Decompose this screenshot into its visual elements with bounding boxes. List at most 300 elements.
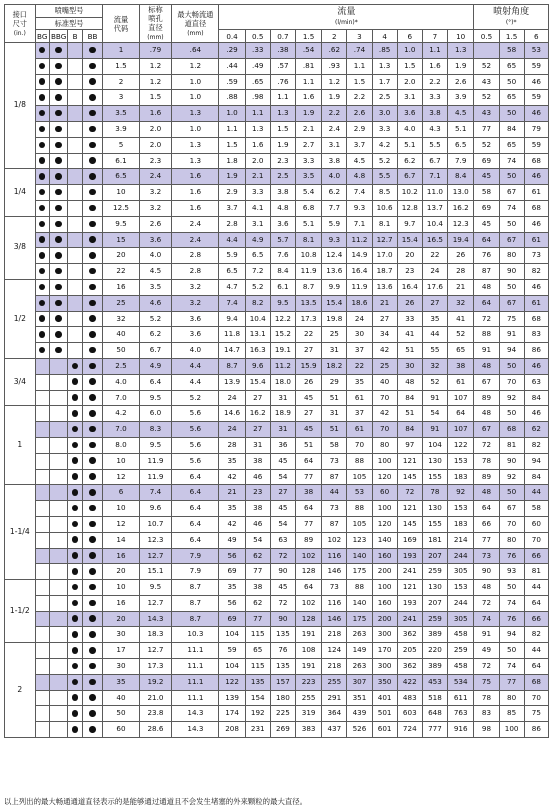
bullet-dot-icon [89,505,96,512]
bullet-dot-icon [89,347,96,354]
table-cell: 6.1 [270,279,295,295]
table-cell: 38 [245,453,270,469]
table-cell: 107 [448,390,474,406]
table-cell: 351 [347,690,372,706]
table-cell: 91 [422,422,447,438]
table-cell: 10.8 [295,248,321,264]
type-availability-cell [82,43,103,59]
table-cell: 5.2 [172,390,219,406]
table-cell: 9.6 [245,358,270,374]
table-cell: 10.4 [422,216,447,232]
table-cell: 48 [474,485,499,501]
table-cell: 12.7 [372,232,397,248]
type-availability-cell [49,295,68,311]
table-cell: 24 [422,264,447,280]
type-availability-cell [68,121,82,137]
table-cell: 2.5 [372,90,397,106]
table-cell: 42 [372,406,397,422]
table-cell: 1.7 [372,74,397,90]
table-row [5,722,549,738]
table-cell: 12 [103,516,139,532]
table-cell: 82 [524,264,548,280]
header-pressure: 0.4 [219,30,245,43]
table-cell: 46 [524,169,548,185]
bullet-dot-icon [72,615,79,622]
type-availability-cell [35,106,49,122]
table-row [5,137,549,153]
header-angle-pressure: 6 [524,30,548,43]
bullet-dot-icon [89,189,96,196]
type-availability-cell [68,169,82,185]
table-cell: 11.2 [347,232,372,248]
table-cell: 37 [347,343,372,359]
table-cell: 207 [422,548,447,564]
table-cell: 1.6 [172,200,219,216]
type-availability-cell [49,121,68,137]
table-cell: 12.3 [448,216,474,232]
table-cell: 1.0 [172,74,219,90]
table-row [5,532,549,548]
bullet-dot-icon [89,221,96,228]
table-cell: .74 [347,43,372,59]
table-cell: 70 [347,437,372,453]
bullet-dot-icon [39,252,46,259]
bullet-dot-icon [89,710,96,717]
table-cell: 1.9 [295,106,321,122]
table-cell: 5.6 [172,422,219,438]
type-availability-cell [68,58,82,74]
table-cell: 72 [474,311,499,327]
table-cell: 8.7 [172,580,219,596]
table-cell: 28 [448,264,474,280]
table-cell: 16 [103,279,139,295]
header-nozzle-type: 喷嘴型号 [35,5,103,18]
type-availability-cell [82,153,103,169]
table-cell: 53 [524,43,548,59]
type-availability-cell [35,153,49,169]
table-cell: 70 [372,422,397,438]
table-cell: 32 [103,311,139,327]
table-cell: 89 [295,532,321,548]
table-cell: 1.5 [139,90,172,106]
table-cell: 24 [347,311,372,327]
bullet-dot-icon [72,679,79,686]
bullet-dot-icon [55,347,62,354]
table-cell: 1.3 [245,121,270,137]
type-availability-cell [49,501,68,517]
table-cell: 35 [347,374,372,390]
table-cell: 1.3 [172,106,219,122]
type-availability-cell [82,232,103,248]
table-cell: 46 [245,469,270,485]
table-cell: 35 [219,580,245,596]
bullet-dot-icon [89,236,96,243]
table-cell: 27 [295,406,321,422]
table-cell: 160 [372,548,397,564]
table-cell: 40 [103,690,139,706]
table-cell: 62 [245,595,270,611]
table-cell: 73 [322,453,347,469]
type-availability-cell [82,627,103,643]
table-cell: 98 [474,722,499,738]
table-cell: 603 [397,706,422,722]
table-cell: 4.0 [103,374,139,390]
table-cell: 9.6 [139,501,172,517]
type-availability-cell [35,422,49,438]
table-cell: 139 [219,690,245,706]
table-cell: 1.3 [172,153,219,169]
table-cell: 2.5 [103,358,139,374]
table-cell: 18.2 [322,358,347,374]
table-cell: 5.9 [219,248,245,264]
table-cell: 86 [524,722,548,738]
table-cell: 31 [322,343,347,359]
table-cell: 1.1 [219,121,245,137]
connection-size-cell: 3/4 [5,358,36,405]
table-cell: 31 [245,437,270,453]
table-cell: 1.3 [372,58,397,74]
table-cell: 17 [103,643,139,659]
bullet-dot-icon [89,284,96,291]
table-cell: 84 [397,390,422,406]
table-cell: 61 [347,390,372,406]
type-availability-cell [35,216,49,232]
bullet-dot-icon [89,615,96,622]
table-cell: 13.0 [448,185,474,201]
table-cell: 46 [524,358,548,374]
table-cell: 8.4 [448,169,474,185]
bullet-dot-icon [89,78,96,85]
table-cell: 70 [524,532,548,548]
table-cell: 8.0 [103,437,139,453]
table-row [5,374,549,390]
table-cell: 121 [397,453,422,469]
type-availability-cell [82,248,103,264]
table-cell: 7.1 [347,216,372,232]
table-row [5,706,549,722]
table-cell: 16 [103,595,139,611]
table-cell: 69 [474,200,499,216]
table-cell: 255 [295,690,321,706]
table-row [5,501,549,517]
table-cell: 9.5 [270,295,295,311]
type-availability-cell [49,532,68,548]
table-cell: 41 [448,311,474,327]
bullet-dot-icon [39,78,46,85]
table-cell: 9.7 [397,216,422,232]
table-cell: 12 [103,469,139,485]
table-cell: 241 [397,564,422,580]
table-cell: 13.9 [219,374,245,390]
table-cell: 67 [474,374,499,390]
bullet-dot-icon [89,568,96,575]
bullet-dot-icon [55,236,62,243]
table-cell: 4.4 [172,374,219,390]
header-passage-label: 最大畅流通道直径 [177,9,214,28]
table-cell: 3 [103,90,139,106]
table-cell: 11.9 [139,453,172,469]
table-cell: 50 [499,358,524,374]
table-cell: 4.4 [172,358,219,374]
connection-size-cell: 1-1/2 [5,580,36,643]
table-cell: 10 [103,580,139,596]
header-angle-pressure: 0.5 [474,30,499,43]
table-cell: 66 [524,548,548,564]
table-cell: 1.1 [295,74,321,90]
type-availability-cell [35,43,49,59]
table-cell: 183 [448,469,474,485]
table-cell: 88 [347,580,372,596]
table-row [5,248,549,264]
table-cell: 6 [103,485,139,501]
table-cell: 18.6 [347,295,372,311]
table-cell: 8.7 [295,279,321,295]
table-cell: 200 [372,611,397,627]
table-cell: 1.8 [219,153,245,169]
table-cell: .38 [270,43,295,59]
table-cell: 38 [245,501,270,517]
table-row [5,659,549,675]
table-cell: 269 [270,722,295,738]
header-flow-code-label: 流量代码 [113,14,129,33]
type-availability-cell [35,643,49,659]
table-cell: 7.0 [103,422,139,438]
table-cell: 25 [322,327,347,343]
header-flow-unit: (l/min)* [335,18,358,26]
table-cell: .65 [245,74,270,90]
type-availability-cell [49,659,68,675]
table-cell: 6.5 [103,169,139,185]
table-cell: 483 [397,690,422,706]
type-availability-cell [68,311,82,327]
bullet-dot-icon [55,331,62,338]
table-cell: 59 [524,137,548,153]
table-cell: 91 [474,343,499,359]
header-pressure: 0.7 [270,30,295,43]
table-cell: 8.5 [372,185,397,201]
table-cell: 140 [347,595,372,611]
table-cell: 2.9 [347,121,372,137]
table-row [5,106,549,122]
table-cell: 42 [219,516,245,532]
type-availability-cell [82,279,103,295]
type-availability-cell [35,90,49,106]
bullet-dot-icon [55,47,62,54]
table-cell: 263 [347,659,372,675]
header-pressure: 10 [448,30,474,43]
type-availability-cell [35,501,49,517]
type-availability-cell [49,422,68,438]
table-cell: 14.7 [219,343,245,359]
table-cell: 81 [499,437,524,453]
nozzle-spec-table [4,4,549,738]
type-availability-cell [49,327,68,343]
table-cell: 46 [524,279,548,295]
table-cell: 6.5 [219,264,245,280]
bullet-dot-icon [89,473,96,480]
type-availability-cell [68,580,82,596]
table-cell: 23 [245,485,270,501]
table-cell: 648 [422,706,447,722]
table-cell: 263 [347,627,372,643]
table-cell: 67 [499,295,524,311]
table-cell: 5.5 [372,169,397,185]
table-cell: 102 [322,532,347,548]
header-connection-size-label: 接口尺寸 [12,9,27,28]
table-cell: 4.9 [139,358,172,374]
type-availability-cell [68,216,82,232]
type-availability-cell [82,580,103,596]
table-cell: 27 [422,295,447,311]
table-cell: 27 [270,485,295,501]
type-availability-cell [35,185,49,201]
table-cell: 763 [448,706,474,722]
table-cell: 89 [474,469,499,485]
type-availability-cell [82,659,103,675]
table-cell: 76 [474,248,499,264]
bullet-dot-icon [72,552,79,559]
table-cell: 102 [295,548,321,564]
table-cell: 777 [422,722,447,738]
table-cell: 92 [499,390,524,406]
type-availability-cell [68,264,82,280]
type-availability-cell [68,106,82,122]
type-availability-cell [82,264,103,280]
bullet-dot-icon [39,205,46,212]
table-row [5,74,549,90]
table-cell: 68 [524,311,548,327]
table-cell: 32 [422,358,447,374]
table-cell: 88 [347,501,372,517]
table-cell: 20 [103,564,139,580]
bullet-dot-icon [72,663,79,670]
table-cell: 135 [270,659,295,675]
table-cell: 300 [372,659,397,675]
table-cell: 45 [270,580,295,596]
table-cell: .49 [245,58,270,74]
header-orifice-diameter [139,5,172,43]
type-availability-cell [49,248,68,264]
table-cell: 76 [270,643,295,659]
table-row [5,469,549,485]
header-pressure: 6 [397,30,422,43]
table-cell: 35 [422,311,447,327]
table-cell: 3.2 [172,295,219,311]
table-cell: 23 [397,264,422,280]
bullet-dot-icon [89,378,96,385]
type-availability-cell [68,327,82,343]
table-cell: 61 [347,422,372,438]
table-cell: 2.9 [219,185,245,201]
table-cell: 458 [448,627,474,643]
table-cell: 7.9 [448,153,474,169]
table-cell: 26 [448,248,474,264]
type-availability-cell [35,232,49,248]
table-cell: 130 [422,453,447,469]
table-cell: 115 [245,627,270,643]
bullet-dot-icon [39,110,46,117]
table-cell: 208 [219,722,245,738]
table-cell: 12.8 [397,200,422,216]
table-cell: 10.3 [172,627,219,643]
header-flow [219,5,474,30]
type-availability-cell [35,137,49,153]
table-cell: 27 [372,311,397,327]
table-cell: 175 [347,564,372,580]
table-cell: 3.6 [270,216,295,232]
table-cell: 2.2 [347,90,372,106]
table-cell: 1.1 [245,106,270,122]
table-row [5,216,549,232]
table-cell: 94 [524,453,548,469]
table-cell: 14 [103,532,139,548]
table-cell: 31 [270,390,295,406]
table-cell: 76 [499,611,524,627]
table-cell: 6.7 [422,153,447,169]
table-cell: 8.4 [270,264,295,280]
table-cell: 8.7 [172,595,219,611]
table-cell: 6.7 [139,343,172,359]
type-availability-cell [82,485,103,501]
table-cell: 116 [322,595,347,611]
table-cell: 75 [499,311,524,327]
type-availability-cell [82,185,103,201]
bullet-dot-icon [39,236,46,243]
table-cell: 69 [219,611,245,627]
header-angle-label: 喷射角度 [493,6,530,17]
table-cell: 105 [347,516,372,532]
type-availability-cell [68,706,82,722]
bullet-dot-icon [72,631,79,638]
table-cell: 40 [372,374,397,390]
table-cell: 8.1 [295,232,321,248]
type-availability-cell [49,516,68,532]
bullet-dot-icon [89,410,96,417]
header-passage-diameter [172,5,219,43]
table-cell: .59 [219,74,245,90]
type-availability-cell [49,595,68,611]
table-cell: 51 [322,422,347,438]
table-cell: 19.4 [448,232,474,248]
table-cell: 6.5 [448,137,474,153]
table-cell: 42 [372,343,397,359]
bullet-dot-icon [89,142,96,149]
table-cell: 170 [372,643,397,659]
type-availability-cell [49,106,68,122]
type-availability-cell [68,185,82,201]
table-cell: 6.2 [397,153,422,169]
table-cell: 70 [499,374,524,390]
table-cell: 24 [219,390,245,406]
table-cell: 11.8 [219,327,245,343]
type-availability-cell [68,548,82,564]
type-availability-cell [35,674,49,690]
table-cell: 94 [499,627,524,643]
bullet-dot-icon [89,663,96,670]
table-cell: 244 [448,548,474,564]
table-cell: 155 [422,516,447,532]
table-cell: 12.4 [322,248,347,264]
table-cell: 123 [347,532,372,548]
table-cell: 50 [499,74,524,90]
table-cell: 84 [524,390,548,406]
table-row [5,564,549,580]
table-cell: 501 [372,706,397,722]
bullet-dot-icon [39,173,46,180]
table-cell: 437 [322,722,347,738]
type-availability-cell [49,279,68,295]
table-cell: 63 [524,374,548,390]
